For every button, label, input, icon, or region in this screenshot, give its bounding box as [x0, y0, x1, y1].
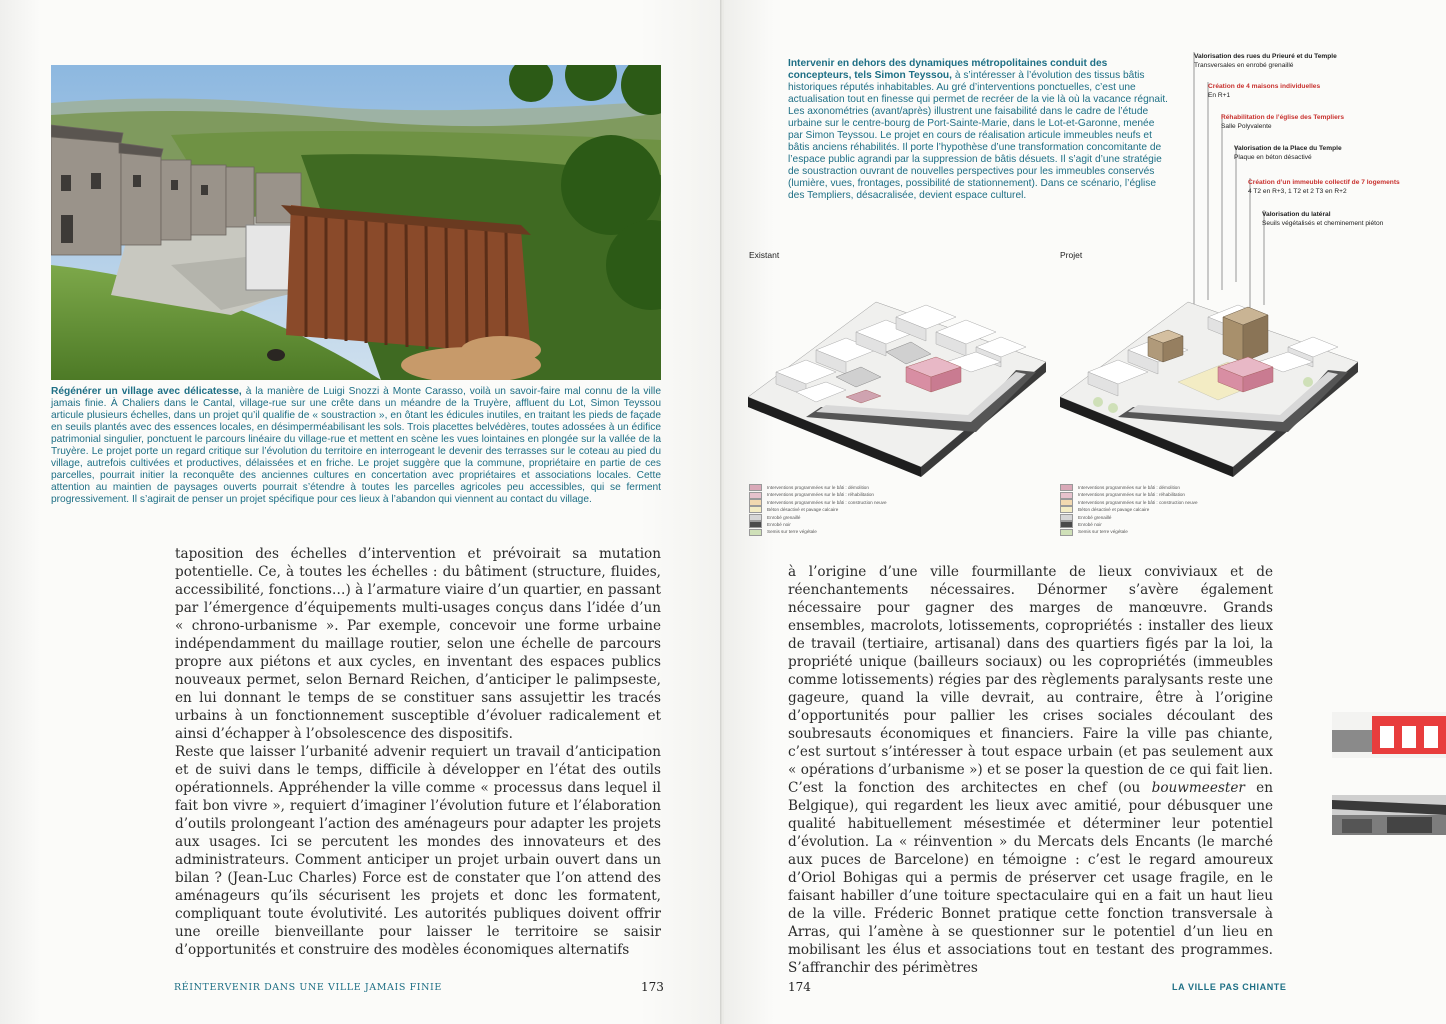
callout-title: Valorisation des rues du Prieuré et du Temple: [1194, 53, 1337, 60]
legend-row: [1060, 499, 1198, 506]
legend-row: [1060, 484, 1198, 491]
caption-text: à la manière de Luigi Snozzi à Monte Carasso, voilà un savoir-faire mal connu de la ville jamais finie. À Chaliers dans le Cantal, village-rue sur une crête dans un méandre de la Truyère, affluent du Lot, Simon Teyssou articule plusieurs échelles, dans un projet qu’il qualifie de « soustraction », en ôtant les édicules inutiles, en traitant les pieds de façade en seuils plantés avec des essences locales, en désimperméabilisant les sols. Trois placettes belvédères, toutes adossées à un édifice patrimonial singulier, ponctuent le parcours linéaire du village-rue et mettent en scène les vues lointaines en plongée sur la vallée de la Truyère. Le projet porte un regard critique sur l’évolution du territoire en interrogeant le devenir des terrasses sur le coteau au pied du village, autrefois cultivées et productives, délaissées et en friche. Le projet suggère que la commune, propriétaire en partie de ces parcelles, pourrait initier la reconquête des anciennes cultures en concertation avec propriétaires et associations locales. Cette attention au maintien de paysages ouverts pourrait s’étendre à toutes les parcelles agricoles peu accessibles, qui se ferment progressivement. Il s’agirait de penser un projet spécifique pour ces lieux à l’abandon qui viennent au contact du village.: [51, 386, 661, 505]
label-projet: Projet: [1060, 250, 1083, 260]
legend-row: [1060, 521, 1198, 528]
thumbnail-market-hall: [1332, 795, 1446, 835]
legend-swatch: [1060, 484, 1073, 491]
legend-label: Semis sur terre végétale: [1078, 529, 1128, 535]
legend-swatch: [1060, 492, 1073, 499]
legend-label: Interventions programmées sur le bâti : construction neuve: [767, 499, 887, 505]
legend-label: Interventions programmées sur le bâti : réhabilitation: [1078, 492, 1185, 498]
legend-swatch: [1060, 499, 1073, 506]
paragraph-text: à l’origine d’une ville fourmillante de lieux conviviaux et de réenchantements nécessaires. Dénormer s’avère également nécessaire pour gagner des marges de manœuvre. Grands ensembles, macrolots, lotissements, copropriétés : installer des lieux de travail (tertiaire, artisanal) dans des quartiers figés par la loi, la propriété unique (bailleurs sociaux) ou les copropriétés (immeubles comme lotissements) régies par des règlements paralysants reste une gageure, quand la ville devrait, au contraire, être à l’origine d’opportunités pour pallier les crises sociales découlant des soubresauts économiques et financiers. Faire la ville pas chiante, c’est surtout s’intéresser à tout espace urbain (et pas seulement aux « opérations d’urbanisme ») et se poser la question de ce qui fait lien. C’est la fonction des architectes en chef (ou: [788, 564, 1273, 796]
paragraph: [788, 563, 1273, 977]
paragraph: Reste que laisser l’urbanité advenir requiert un travail d’anticipation et de suivi dans le temps, difficile à développer en l’état des outils opérationnels. Appréhender la ville comme « processus dans lequel il fait bon vivre », requiert d’imaginer l’évolution future et l’élaboration d’outils prolongeant l’action des aménageurs pour adapter les projets aux usages. Ici se percutent les mondes des innovateurs et des administrateurs. Comment anticiper un projet urbain ouvert dans un bilan ? (Jean-Luc Charles) Force est de constater que l’on attend des aménageurs qu’ils sécurisent les projets et donc les formatent, compliquant toute évolutivité. Les autorités publiques doivent offrir une oreille bienveillante pour laisser le territoire se saisir d’opportunités et construire des modèles économiques alternatifs: [175, 744, 661, 958]
callout-sub: Plaque en béton désactivé: [1234, 154, 1312, 161]
callout-title: Réhabilitation de l’église des Templiers: [1221, 114, 1344, 121]
legend-swatch: [1060, 506, 1073, 513]
axonometry-projet: [1058, 262, 1358, 477]
legend-label: Interventions programmées sur le bâti : construction neuve: [1078, 499, 1198, 505]
axonometry-existant: [746, 262, 1046, 477]
callout-sub: Salle Polyvalente: [1221, 123, 1272, 130]
village-photo: [51, 65, 661, 380]
callout-4: [1234, 144, 1342, 162]
body-column: [175, 545, 661, 959]
callout-title: Création de 4 maisons individuelles: [1208, 83, 1321, 90]
right-page: [724, 0, 1446, 1024]
paragraph: taposition des échelles d’intervention et prévoirait sa mutation potentielle. Ce, à toutes les échelles : du bâtiment (structure, fluides, accessibilité, fonctions…) à l’armature viaire d’un quartier, en passant par l’émergence d’équipements multi-usages conçus dans l’idée d’un « chrono-urbanisme ». Par exemple, concevoir une forme urbaine indépendamment du maillage routier, selon une échelle de parcours propre aux piétons et aux cycles, en inventant des espaces publics nouveaux permet, selon Bernard Reichen, d’anticiper le palimpseste, en lui donnant le temps de se constituer sans assujettir les tracés urbains à un fonctionnement susceptible d’évoluer radicalement et ainsi d’échapper à l’obsolescence des dispositifs.: [175, 546, 661, 742]
callout-title: Création d’un immeuble collectif de 7 logements: [1248, 179, 1400, 186]
legend-label: Enrobé grenaillé: [767, 514, 801, 520]
callout-title: Valorisation du latéral: [1262, 211, 1331, 218]
legend-label: Enrobé grenaillé: [1078, 514, 1112, 520]
intro-lead: Intervenir en dehors des dynamiques métropolitaines conduit des concepteurs, tels Simon Teyssou,: [788, 58, 1108, 81]
legend-row: [749, 484, 887, 491]
legend-swatch: [749, 506, 762, 513]
legend-row: [749, 521, 887, 528]
legend-row: [749, 491, 887, 498]
callout-sub: 4 T2 en R+3, 1 T2 et 2 T3 en R+2: [1248, 188, 1347, 195]
legend-projet: [1060, 484, 1198, 536]
diagram-intro: [788, 58, 1168, 202]
callout-3: [1221, 113, 1344, 131]
legend-label: Interventions programmées sur le bâti : démolition: [1078, 485, 1180, 490]
legend-swatch: [749, 514, 762, 521]
legend-swatch: [749, 492, 762, 499]
callout-sub: En R+1: [1208, 92, 1231, 99]
legend-row: [749, 499, 887, 506]
legend-swatch: [1060, 521, 1073, 528]
callout-sub: Seuils végétalisés et cheminement piéton: [1262, 220, 1384, 227]
callout-1: [1194, 52, 1337, 70]
legend-swatch: [749, 499, 762, 506]
legend-existant: [749, 484, 887, 536]
legend-swatch: [749, 484, 762, 491]
legend-swatch: [1060, 529, 1073, 536]
legend-row: [749, 506, 887, 513]
callout-5: [1248, 178, 1400, 196]
running-footer: RÉINTERVENIR DANS UNE VILLE JAMAIS FINIE: [174, 982, 442, 993]
legend-row: [1060, 491, 1198, 498]
body-column: [788, 563, 1273, 977]
paragraph-text: en Belgique), qui regardent les lieux avec amitié, pour débusquer une qualité habituellement mésestimée et déterminer leur potentiel d’évolution. La « réinvention » du Mercats dels Encants (le marché aux puces de Barcelone) en témoigne : c’est le regard amoureux d’Oriol Bohigas qui a permis de préserver cet usage fragile, en le faisant habiller d’une toiture spectaculaire qui en a fait un haut lieu de la ville. Fréderic Bonnet pratique cette fonction transversale à Arras, qui l’amène à se questionner sur le potentiel d’un lieu en mobilisant les élus et associations tout en testant des programmes. S’affranchir des périmètres: [788, 780, 1273, 976]
legend-label: Interventions programmées sur le bâti : réhabilitation: [767, 492, 874, 498]
legend-row: [749, 528, 887, 535]
legend-label: Béton désactivé et pavage calcaire: [767, 507, 839, 513]
running-footer: LA VILLE PAS CHIANTE: [1172, 982, 1287, 992]
legend-swatch: [749, 521, 762, 528]
label-existant: Existant: [749, 250, 780, 260]
legend-label: Enrobé noir: [767, 521, 791, 527]
thumbnail-red-building: [1332, 712, 1446, 758]
legend-swatch: [1060, 514, 1073, 521]
callout-2: [1208, 82, 1320, 100]
legend-row: [1060, 528, 1198, 535]
legend-row: [1060, 514, 1198, 521]
left-page: [0, 0, 722, 1024]
callout-6: [1262, 210, 1383, 228]
photo-caption: [51, 386, 661, 506]
caption-lead: Régénérer un village avec délicatesse,: [51, 386, 242, 397]
legend-label: Interventions programmées sur le bâti : démolition: [767, 485, 869, 490]
intro-text: à s’intéresser à l’évolution des tissus bâtis historiques réputés inhabitables. Au gré d’interventions ponctuelles, c’est une actualisation tout en finesse qui permet de recréer de la vie là où la vacance régnait.: [788, 70, 1168, 105]
callout-title: Valorisation de la Place du Temple: [1234, 145, 1342, 152]
page-number: 174: [788, 980, 811, 994]
legend-label: Enrobé noir: [1078, 521, 1102, 527]
legend-row: [749, 514, 887, 521]
legend-label: Semis sur terre végétale: [767, 529, 817, 535]
legend-swatch: [749, 529, 762, 536]
legend-row: [1060, 506, 1198, 513]
legend-label: Béton désactivé et pavage calcaire: [1078, 507, 1150, 513]
intro-paragraph: Les axonométries (avant/après) illustrent une faisabilité dans le cadre de l’étude urbaine sur le centre-bourg de Port-Sainte-Marie, dans le Lot-et-Garonne, menée par Simon Teyssou. Le projet en cours de réalisation articule immeubles neufs et bâtis anciens réhabilités. Il porte l’hypothèse d’une transformation concomitante de l’espace public agrandi par la suppression de bâtis désuets. Il s’agit d’une stratégie de soustraction ouvrant de nouvelles perspectives pour les immeubles conservés (lumière, vues, frontages, possibilité de stationnement). Dans ce scénario, l’église des Templiers, désacralisée, devient espace culturel.: [788, 106, 1162, 201]
callout-sub: Transversales en enrobé grenaillé: [1194, 62, 1294, 69]
page-number: 173: [641, 980, 664, 994]
italic-term: bouwmeester: [1151, 780, 1245, 796]
